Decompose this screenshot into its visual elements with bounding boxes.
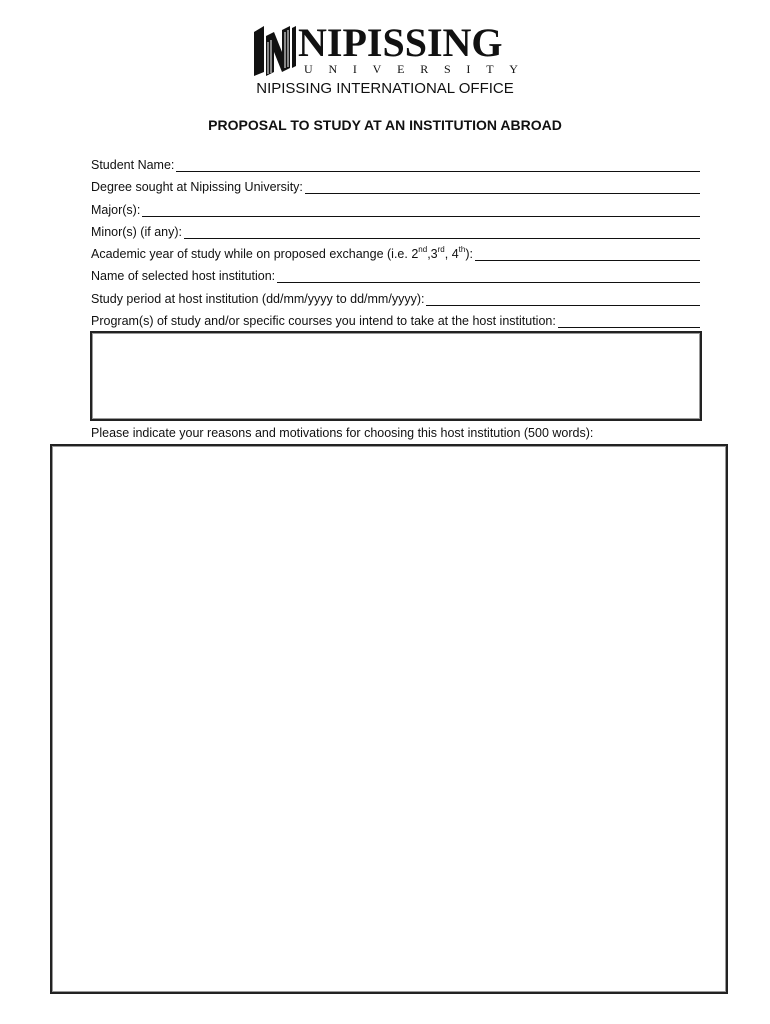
host-institution-input-line[interactable] bbox=[277, 270, 700, 283]
office-name: NIPISSING INTERNATIONAL OFFICE bbox=[256, 80, 514, 97]
programs-row bbox=[91, 310, 700, 330]
majors-input-line[interactable] bbox=[142, 204, 700, 217]
logo-subtitle-letter: I bbox=[352, 62, 357, 76]
study-period-row bbox=[91, 288, 700, 308]
study-period-input-line[interactable] bbox=[426, 293, 700, 306]
student-name-label: Student Name: bbox=[91, 158, 175, 172]
degree-label: Degree sought at Nipissing University: bbox=[91, 180, 303, 194]
logo-wordmark: NIPISSING bbox=[298, 20, 503, 65]
minors-input-line[interactable] bbox=[184, 226, 700, 239]
student-name-row bbox=[91, 154, 700, 174]
reasons-label: Please indicate your reasons and motivations for choosing this host institution (500 words): bbox=[91, 426, 594, 440]
academic-year-text: ): bbox=[465, 247, 473, 261]
logo-subtitle-letter: T bbox=[486, 62, 494, 76]
ordinal-suffix: nd bbox=[418, 245, 428, 254]
academic-year-text: Academic year of study while on proposed exchange (i.e. 2 bbox=[91, 247, 419, 261]
degree-row bbox=[91, 176, 700, 196]
academic-year-label bbox=[91, 245, 475, 263]
majors-label: Major(s): bbox=[91, 203, 141, 217]
logo-subtitle-letter: N bbox=[328, 62, 338, 76]
logo-subtitle-letter: S bbox=[443, 62, 451, 76]
academic-year-text: , 4 bbox=[444, 247, 459, 261]
logo-subtitle-letter: V bbox=[372, 62, 382, 76]
academic-year-row bbox=[91, 243, 700, 263]
nipissing-logo-mark-icon bbox=[252, 22, 296, 76]
logo-subtitle-letter: I bbox=[466, 62, 471, 76]
academic-year-text: ,3 bbox=[427, 247, 438, 261]
academic-year-input-line[interactable] bbox=[475, 248, 700, 261]
ordinal-suffix: rd bbox=[437, 245, 445, 254]
logo-subtitle-letter: R bbox=[420, 62, 429, 76]
student-name-input-line[interactable] bbox=[176, 159, 700, 172]
programs-input-line[interactable] bbox=[558, 315, 700, 328]
host-institution-row bbox=[91, 265, 700, 285]
logo-subtitle-letter: U bbox=[304, 62, 313, 76]
ordinal-suffix: th bbox=[458, 245, 466, 254]
host-institution-label: Name of selected host institution: bbox=[91, 269, 276, 283]
programs-label: Program(s) of study and/or specific courses you intend to take at the host institution: bbox=[91, 314, 556, 328]
degree-input-line[interactable] bbox=[305, 181, 700, 194]
minors-row bbox=[91, 221, 700, 241]
logo-subtitle bbox=[304, 62, 518, 76]
majors-row bbox=[91, 199, 700, 219]
study-period-label: Study period at host institution (dd/mm/yyyy to dd/mm/yyyy): bbox=[91, 292, 425, 306]
form-title: PROPOSAL TO STUDY AT AN INSTITUTION ABROAD bbox=[208, 117, 562, 133]
reasons-text-box[interactable] bbox=[50, 444, 728, 994]
university-logo bbox=[252, 22, 522, 78]
programs-text-box[interactable] bbox=[90, 331, 702, 421]
logo-subtitle-letter: E bbox=[397, 62, 405, 76]
minors-label: Minor(s) (if any): bbox=[91, 225, 182, 239]
logo-subtitle-letter: Y bbox=[509, 62, 518, 76]
